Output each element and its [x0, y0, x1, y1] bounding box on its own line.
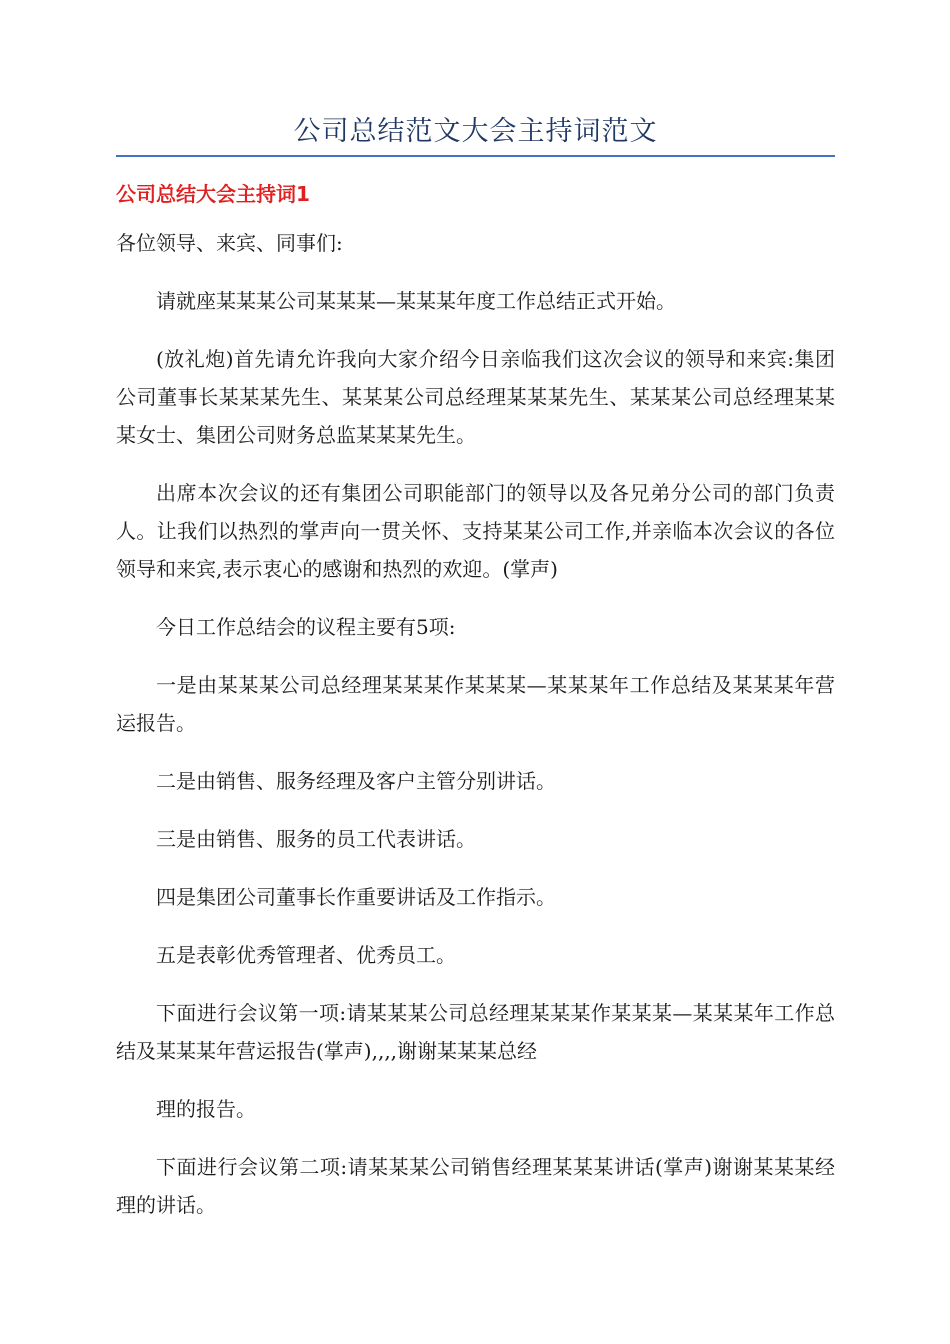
paragraph: 今日工作总结会的议程主要有5项: — [156, 615, 456, 639]
paragraph-salutation: 各位领导、来宾、同事们: — [116, 231, 343, 255]
paragraph-continuation: 理的报告。 — [156, 1097, 256, 1121]
agenda-item: 五是表彰优秀管理者、优秀员工。 — [156, 943, 456, 967]
paragraph: 下面进行会议第一项:请某某某公司总经理某某某作某某某—某某某年工作总结及某某某年营运报告(掌声),,,,谢谢某某某总经 — [116, 1001, 835, 1063]
document-title: 公司总结范文大会主持词范文 — [293, 116, 658, 147]
agenda-item: 三是由销售、服务的员工代表讲话。 — [156, 827, 476, 851]
paragraph: 请就座某某某公司某某某—某某某年度工作总结正式开始。 — [156, 289, 676, 313]
paragraph: 下面进行会议第二项:请某某某公司销售经理某某某讲话(掌声)谢谢某某某经理的讲话。 — [116, 1155, 835, 1217]
agenda-item: 四是集团公司董事长作重要讲话及工作指示。 — [156, 885, 556, 909]
paragraph: (放礼炮)首先请允许我向大家介绍今日亲临我们这次会议的领导和来宾:集团公司董事长某某某先生、某某某公司总经理某某某先生、某某某公司总经理某某某女士、集团公司财务总监某某某先生。 — [116, 347, 835, 447]
section-heading: 公司总结大会主持词1 — [116, 182, 310, 206]
document-body — [116, 224, 835, 1244]
paragraph: 出席本次会议的还有集团公司职能部门的领导以及各兄弟分公司的部门负责人。让我们以热烈的掌声向一贯关怀、支持某某公司工作,并亲临本次会议的各位领导和来宾,表示衷心的感谢和热烈的欢迎。(掌声) — [116, 481, 835, 581]
agenda-item: 一是由某某某公司总经理某某某作某某某—某某某年工作总结及某某某年营运报告。 — [116, 673, 835, 735]
title-underline — [116, 155, 835, 157]
agenda-item: 二是由销售、服务经理及客户主管分别讲话。 — [156, 769, 556, 793]
